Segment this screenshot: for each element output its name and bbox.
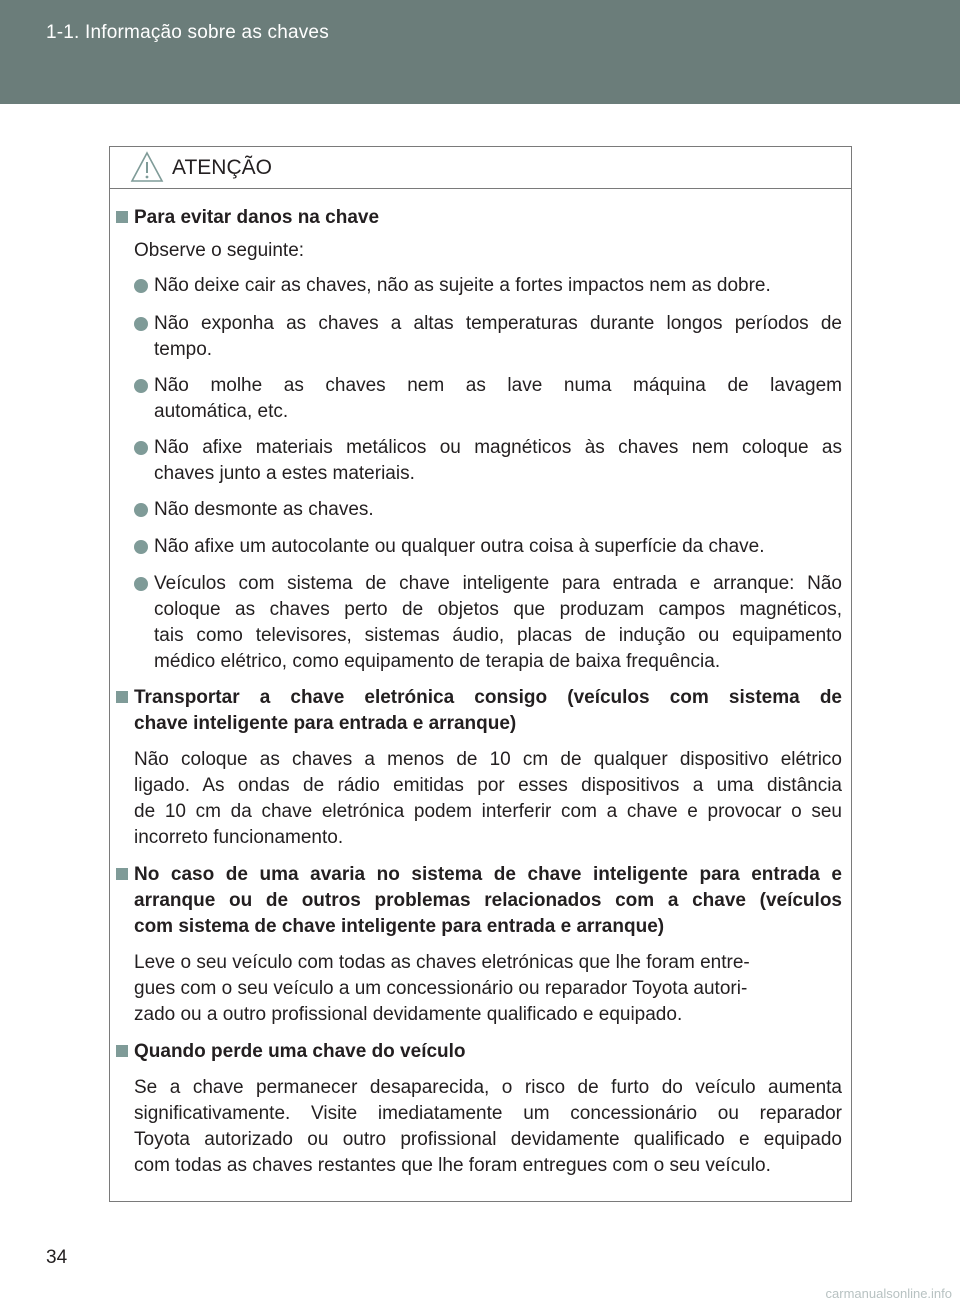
section-heading: Transportar a chave eletrónica consigo (veículos com sistema de — [134, 687, 842, 708]
page-header — [0, 0, 960, 104]
section-body: zado ou a outro profissional devidamente qualificado e equipado. — [134, 1004, 683, 1025]
bullet-text: Não deixe cair as chaves, não as sujeite a fortes impactos nem as dobre. — [154, 275, 771, 296]
warning-header — [110, 147, 851, 189]
bullet-text: Não afixe um autocolante ou qualquer outra coisa à superfície da chave. — [154, 536, 765, 557]
bullet-text: coloque as chaves perto de objetos que produzam campos magnéticos, — [154, 599, 842, 620]
section-body: ligado. As ondas de rádio emitidas por esses dispositivos a uma distância — [134, 775, 842, 796]
bullet-text: Não exponha as chaves a altas temperaturas durante longos períodos de — [154, 313, 842, 334]
section-heading: Para evitar danos na chave — [134, 207, 380, 228]
bullet-icon — [134, 317, 148, 331]
section-body: Leve o seu veículo com todas as chaves eletrónicas que lhe foram entre- — [134, 952, 750, 973]
section-marker-icon — [116, 1045, 128, 1057]
section-heading: No caso de uma avaria no sistema de chave inteligente para entrada e — [134, 864, 842, 885]
bullet-text: médico elétrico, como equipamento de terapia de baixa frequência. — [154, 651, 721, 672]
section-body: Não coloque as chaves a menos de 10 cm de qualquer dispositivo elétrico — [134, 749, 842, 770]
section-heading: Quando perde uma chave do veículo — [134, 1041, 466, 1062]
section-body: de 10 cm da chave eletrónica podem interferir com a chave e provocar o seu — [134, 801, 842, 822]
section-intro: Observe o seguinte: — [134, 240, 305, 261]
bullet-icon — [134, 540, 148, 554]
bullet-icon — [134, 379, 148, 393]
page-number: 34 — [46, 1247, 68, 1268]
watermark: carmanualsonline.info — [825, 1286, 952, 1301]
bullet-icon — [134, 279, 148, 293]
section-marker-icon — [116, 691, 128, 703]
section-body: Se a chave permanecer desaparecida, o risco de furto do veículo aumenta — [134, 1077, 842, 1098]
bullet-text: Não desmonte as chaves. — [154, 499, 374, 520]
section-body: Toyota autorizado ou outro profissional devidamente qualificado e equipado — [134, 1129, 842, 1150]
section-body: significativamente. Visite imediatamente um concessionário ou reparador — [134, 1103, 842, 1124]
bullet-text: tais como televisores, sistemas áudio, placas de indução ou equipamento — [154, 625, 842, 646]
warning-triangle-icon — [130, 151, 164, 183]
section-body: incorreto funcionamento. — [134, 827, 344, 848]
section-heading: com sistema de chave inteligente para entrada e arranque) — [134, 916, 665, 937]
section-heading: arranque ou de outros problemas relacionados com a chave (veículos — [134, 890, 842, 911]
bullet-text: automática, etc. — [154, 401, 289, 422]
section-marker-icon — [116, 868, 128, 880]
section-marker-icon — [116, 211, 128, 223]
warning-box — [109, 146, 852, 1202]
bullet-text: tempo. — [154, 339, 213, 360]
bullet-icon — [134, 577, 148, 591]
bullet-icon — [134, 441, 148, 455]
bullet-text: chaves junto a estes materiais. — [154, 463, 415, 484]
bullet-text: Não molhe as chaves nem as lave numa máquina de lavagem — [154, 375, 842, 396]
section-heading: chave inteligente para entrada e arranque) — [134, 713, 517, 734]
bullet-icon — [134, 503, 148, 517]
bullet-text: Não afixe materiais metálicos ou magnéticos às chaves nem coloque as — [154, 437, 842, 458]
section-body: gues com o seu veículo a um concessionário ou reparador Toyota autori- — [134, 978, 748, 999]
section-title: 1-1. Informação sobre as chaves — [46, 22, 329, 43]
warning-title: ATENÇÃO — [172, 156, 272, 179]
section-body: com todas as chaves restantes que lhe foram entregues com o seu veículo. — [134, 1155, 771, 1176]
bullet-text: Veículos com sistema de chave inteligente para entrada e arranque: Não — [154, 573, 842, 594]
